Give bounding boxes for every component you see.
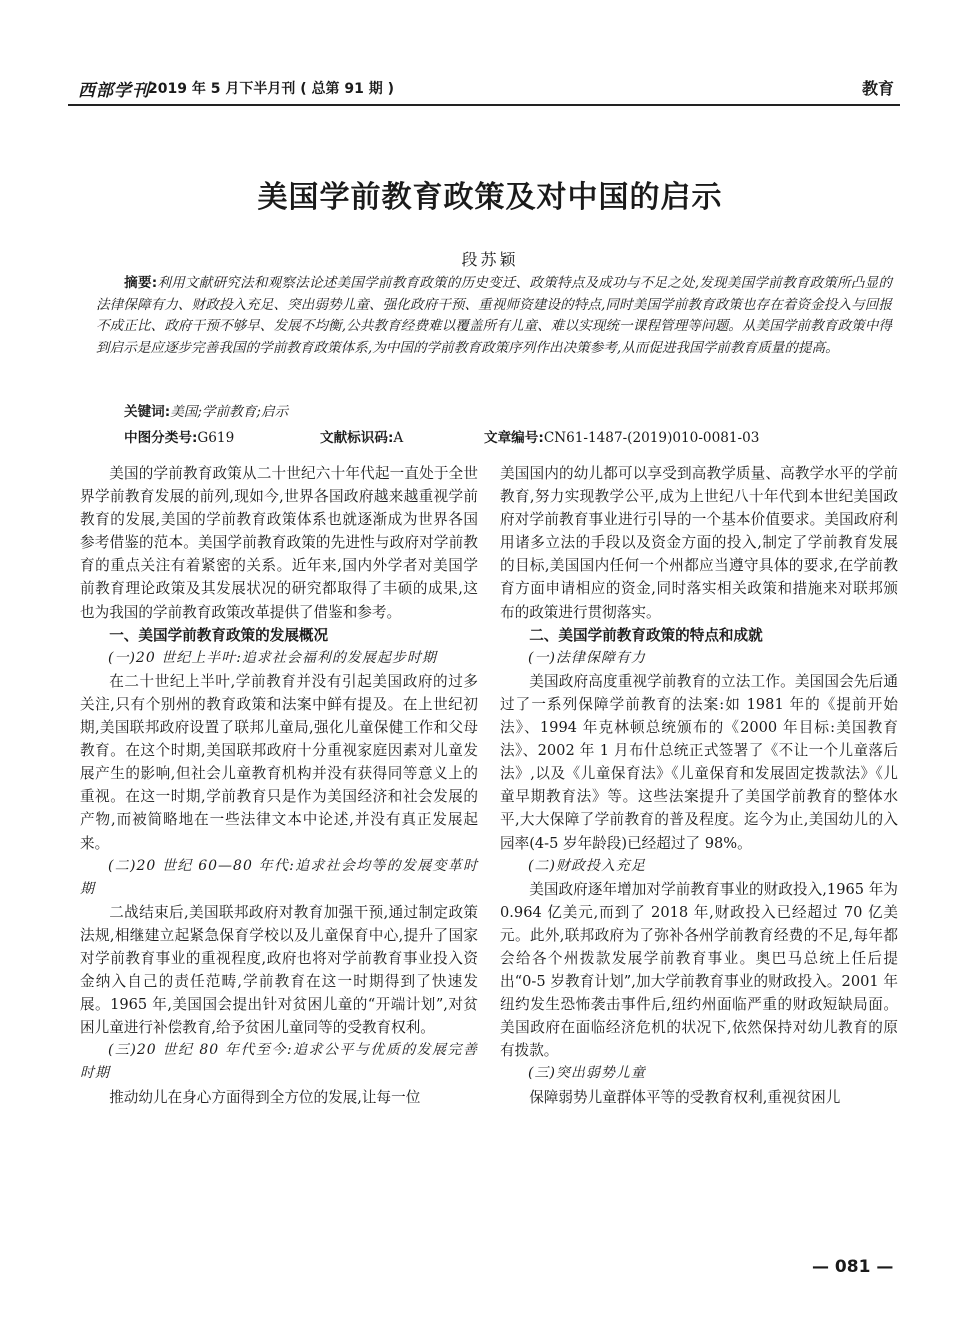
keywords-text: 美国;学前教育;启示	[170, 404, 289, 420]
paragraph: 在二十世纪上半叶,学前教育并没有引起美国政府的过多关注,只有个别州的教育政策和法案中鲜有提及。在上世纪初期,美国联邦政府设置了联邦儿童局,强化儿童保健工作和父母教育。在这个时期,美国联邦政府十分重视家庭因素对儿童发展产生的影响,但社会儿童教育机构并没有获得同等意义上的重视。在这一时期,学前教育只是作为美国经济和社会发展的产物,而被简略地在一些法律文本中论述,并没有真正发展起来。	[80, 672, 478, 852]
subsection-heading: (一)20 世纪上半叶:追求社会福利的发展起步时期	[108, 649, 437, 666]
doc-code-value: A	[393, 430, 404, 446]
subsection-heading: (三)突出弱势儿童	[528, 1065, 646, 1082]
keywords-label: 关键词:	[124, 404, 171, 420]
paragraph: 美国的学前教育政策从二十世纪六十年代起一直处于全世界学前教育发展的前列,现如今,世界各国政府越来越重视学前教育的发展,美国的学前教育政策体系也就逐渐成为世界各国参考借鉴的范本。美国学前教育政策的先进性与政府对学前教育的重点关注有着紧密的关系。近年来,国内外学者对美国学前教育理论政策及其发展状况的研究都取得了丰硕的成果,这也为我国的学前教育政策改革提供了借鉴和参考。	[80, 465, 478, 621]
journal-logo: 西部学刊	[78, 81, 150, 101]
doc-code-label: 文献标识码:	[320, 430, 394, 446]
subsection-heading: (二)20 世纪 60—80 年代:追求社会均等的发展变革时期	[80, 857, 478, 897]
page-header	[68, 70, 900, 106]
article-number	[484, 426, 759, 446]
paragraph: 美国政府逐年增加对学前教育事业的财政投入,1965 年为 0.964 亿美元,而到了 2018 年,财政投入已经超过 70 亿美元。此外,联邦政府为了弥补各州学前教育经费的不足,每年都会给各个州拨款发展学前教育事业。奥巴马总统上任后提出“0-5 岁教育计划”,加大学前教育事业的财政投入。2001 年纽约发生恐怖袭击事件后,纽约州面临严重的财政短缺局面。美国政府在面临经济危机的状况下,依然保持对幼儿教育的原有拨款。	[500, 880, 898, 1060]
classification-value: G619	[197, 430, 235, 446]
subsection-heading: (一)法律保障有力	[528, 649, 646, 666]
abstract	[96, 273, 892, 359]
abstract-text: 利用文献研究法和观察法论述美国学前教育政策的历史变迁、政策特点及成功与不足之处,发现美国学前教育政策所凸显的法律保障有力、财政投入充足、突出弱势儿童、强化政府干预、重视师资建设的特点,同时美国学前教育政策也存在着资金投入与回报不成正比、政府干预不够早、发展不均衡,公共教育经费难以覆盖所有儿童、难以实现统一课程管理等问题。从美国学前教育政策中得到启示是应逐步完善我国的学前教育政策体系,为中国的学前教育政策序列作出决策参考,从而促进我国学前教育质量的提高。	[96, 275, 892, 356]
subsection-heading: (二)财政投入充足	[528, 857, 646, 874]
section-label: 教育	[861, 79, 894, 98]
article-number-value: CN61-1487-(2019)010-0081-03	[543, 430, 760, 446]
section-heading: 二、美国学前教育政策的特点和成就	[529, 626, 763, 644]
article-number-label: 文章编号:	[484, 430, 544, 446]
article-author: 段苏颖	[461, 250, 519, 269]
subsection-heading: (三)20 世纪 80 年代至今:追求公平与优质的发展完善时期	[80, 1042, 478, 1082]
page-number: — 081 —	[812, 1257, 894, 1277]
section-heading: 一、美国学前教育政策的发展概况	[109, 626, 329, 644]
classification	[124, 426, 234, 446]
paragraph: 美国政府高度重视学前教育的立法工作。美国国会先后通过了一系列保障学前教育的法案:如 1981 年的《提前开始法》、1994 年克林顿总统颁布的《2000 年目标:美国教育法》、2002 年 1 月布什总统正式签署了《不让一个儿童落后法》,以及《儿童保育法》《儿童保育和发展固定拨款法》《儿童早期教育法》等。这些法案提升了美国学前教育的整体水平,大大保障了学前教育的普及程度。迄今为止,美国幼儿的入园率(4-5 岁年龄段)已经超过了 98%。	[500, 672, 898, 852]
keywords	[124, 400, 884, 420]
journal-issue: 2019 年 5 月下半月刊 ( 总第 91 期 )	[148, 81, 394, 97]
left-column	[80, 462, 478, 1109]
paragraph: 推动幼儿在身心方面得到全方位的发展,让每一位	[109, 1088, 421, 1106]
article-metadata	[124, 426, 884, 448]
paragraph: 保障弱势儿童群体平等的受教育权利,重视贫困儿	[529, 1088, 841, 1106]
article-title: 美国学前教育政策及对中国的启示	[257, 180, 723, 215]
doc-code	[320, 426, 403, 446]
classification-label: 中图分类号:	[124, 430, 198, 446]
paragraph: 美国国内的幼儿都可以享受到高教学质量、高教学水平的学前教育,努力实现教学公平,成为上世纪八十年代到本世纪美国政府对学前教育事业进行引导的一个基本价值要求。美国政府利用诸多立法的手段以及资金方面的投入,制定了学前教育发展的目标,美国国内任何一个州都应当遵守具体的要求,在学前教育方面申请相应的资金,同时落实相关政策和措施来对联邦颁布的政策进行贯彻落实。	[500, 465, 898, 621]
abstract-label: 摘要:	[124, 275, 158, 291]
paragraph: 二战结束后,美国联邦政府对教育加强干预,通过制定政策法规,相继建立起紧急保育学校以及儿童保育中心,提升了国家对学前教育事业的重视程度,政府也将对学前教育事业投入资金纳入自己的责任范畴,学前教育在这一时期得到了快速发展。1965 年,美国国会提出针对贫困儿童的“开端计划”,对贫困儿童进行补偿教育,给予贫困儿童同等的受教育权利。	[80, 903, 478, 1037]
right-column	[500, 462, 898, 1109]
